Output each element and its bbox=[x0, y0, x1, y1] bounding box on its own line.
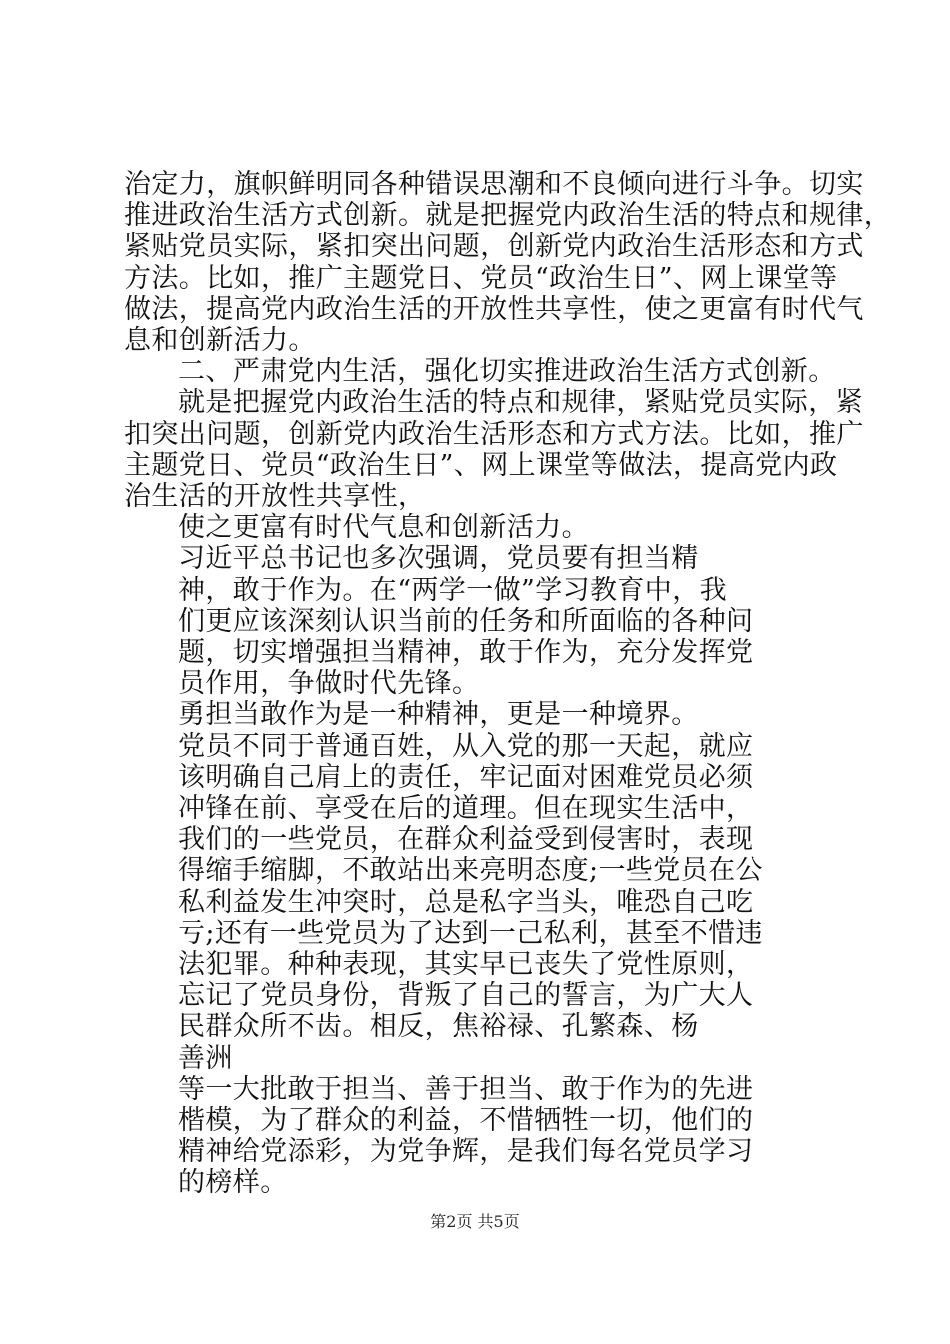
text-line: 楷模，为了群众的利益，不惜牺牲一切，他们的 bbox=[178, 1105, 754, 1136]
text-line: 习近平总书记也多次强调，党员要有担当精 bbox=[178, 543, 699, 575]
text-line: 题，切实增强担当精神，敢于作为，充分发挥党 bbox=[178, 637, 754, 668]
text-line: 员作用，争做时代先锋。 bbox=[178, 668, 480, 700]
text-line: 紧贴党员实际，紧扣突出问题，创新党内政治生活形态和方式 bbox=[124, 231, 864, 263]
text-line: 方法。比如，推广主题党日、党员“政治生日”、网上课堂等 bbox=[124, 262, 838, 294]
page-footer: 第2页 共5页 bbox=[430, 1212, 520, 1231]
text-line: 民群众所不齿。相反，焦裕禄、孔繁森、杨 bbox=[178, 1011, 699, 1043]
text-line: 冲锋在前、享受在后的道理。但在现实生活中， bbox=[178, 793, 754, 824]
text-line: 党员不同于普通百姓，从入党的那一天起，就应 bbox=[178, 730, 754, 762]
text-line: 法犯罪。种种表现，其实早已丧失了党性原则， bbox=[178, 949, 754, 980]
text-line: 息和创新活力。 bbox=[124, 325, 316, 356]
text-line: 治生活的开放性共享性， bbox=[124, 481, 426, 512]
text-line: 该明确自己肩上的责任，牢记面对困难党员必须 bbox=[178, 761, 754, 793]
text-line: 亏;还有一些党员为了达到一己私利，甚至不惜违 bbox=[178, 917, 763, 949]
text-line: 治定力，旗帜鲜明同各种错误思潮和不良倾向进行斗争。切实 bbox=[124, 169, 864, 200]
text-line: 主题党日、党员“政治生日”、网上课堂等做法，提高党内政 bbox=[124, 449, 838, 481]
text-line: 神，敢于作为。在“两学一做”学习教育中，我 bbox=[178, 574, 728, 606]
text-line: 得缩手缩脚，不敢站出来亮明态度;一些党员在公 bbox=[178, 855, 763, 887]
text-line: 就是把握党内政治生活的特点和规律，紧贴党员实际，紧 bbox=[178, 387, 863, 419]
section-heading: 二、严肃党内生活，强化切实推进政治生活方式创新。 bbox=[178, 356, 836, 388]
text-line: 们更应该深刻认识当前的任务和所面临的各种问 bbox=[178, 605, 754, 637]
text-line: 善洲 bbox=[178, 1042, 233, 1074]
text-line: 我们的一些党员，在群众利益受到侵害时，表现 bbox=[178, 824, 754, 856]
text-line: 等一大批敢于担当、善于担当、敢于作为的先进 bbox=[178, 1073, 754, 1105]
text-line: 的榜样。 bbox=[178, 1167, 288, 1199]
text-line: 使之更富有时代气息和创新活力。 bbox=[178, 512, 589, 544]
text-line: 忘记了党员身份，背叛了自己的誓言，为广大人 bbox=[178, 980, 754, 1012]
text-line: 勇担当敢作为是一种精神，更是一种境界。 bbox=[178, 699, 699, 731]
text-line: 精神给党添彩，为党争辉，是我们每名党员学习 bbox=[178, 1136, 754, 1168]
text-line: 推进政治生活方式创新。就是把握党内政治生活的特点和规律， bbox=[124, 200, 892, 232]
text-line: 私利益发生冲突时，总是私字当头，唯恐自己吃 bbox=[178, 886, 754, 918]
text-line: 扣突出问题，创新党内政治生活形态和方式方法。比如，推广 bbox=[124, 418, 864, 450]
text-line: 做法，提高党内政治生活的开放性共享性，使之更富有时代气 bbox=[124, 293, 864, 325]
